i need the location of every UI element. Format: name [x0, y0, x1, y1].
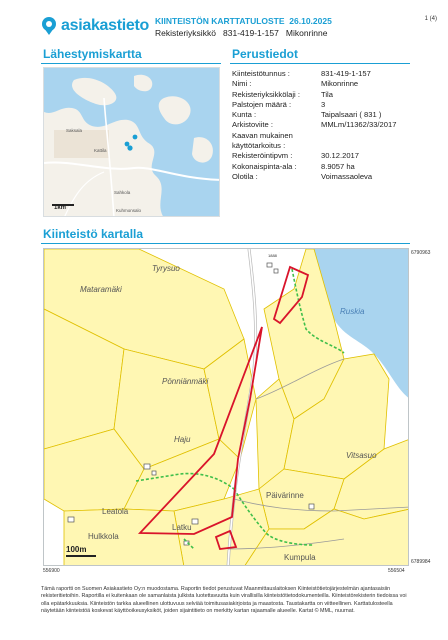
detail-value: Voimassaoleva [321, 171, 373, 181]
detail-label: Rekisteröintipvm : [232, 151, 293, 161]
map-place-label: Hulkkola [88, 532, 119, 541]
minimap-scale: 1km [54, 205, 67, 211]
section-title-basic: Perustiedot [232, 47, 299, 61]
map-small-label: 1888 [268, 253, 277, 258]
detail-label: Palstojen määrä : [232, 99, 292, 109]
map-place-label: Latku [172, 523, 192, 532]
detail-value: Tila [321, 89, 333, 99]
map-place-label: Päivärinne [266, 491, 304, 500]
brand-name: asiakastieto [61, 17, 150, 34]
unit-line [155, 28, 327, 38]
location-map [43, 67, 220, 217]
detail-label: Kokonaispinta-ala : [232, 161, 297, 171]
asiakastieto-logo [41, 17, 149, 35]
map-place-label: Kumpula [284, 553, 316, 562]
section-rule [41, 243, 410, 244]
detail-row [232, 69, 410, 79]
detail-row [232, 100, 410, 110]
unit-id: 831-419-1-157 [223, 28, 279, 38]
map-place-label: Pönniänmäki [162, 377, 209, 386]
minimap-place: Sahkola [114, 190, 131, 195]
detail-value: 30.12.2017 [321, 151, 360, 161]
report-title-text: KIINTEISTÖN KARTTATULOSTE [155, 16, 285, 26]
detail-value: MMLm/11362/33/2017 [321, 120, 397, 130]
detail-value: 3 [321, 99, 326, 109]
disclaimer: Tämä raportti on Suomen Asiakastieto Oy:n muodostama. Raportin tiedot perustuvat Maanmittauslaitoksen Kiinteistötietojärjestelmän ajantasaisiin rekisteritietoihin. Raportilla ei kuitenkaan ole samanlaista julkista luotettavuutta kuin virallisilla kiinteistötietodokumenteilla. Kiinteistörekisterin tiedoissa voi olla epätarkkuuksia. Kiinteistön tarkka alueellinen ulottuvuus selviää toimitusasiakirjoista ja maastosta. Taustakartta on viitteellinen. Karttatulosteella näytetään kiinteistöä koskevat käyttöoikeusyksiköt, joiden sijaintitieto on merkitty kartan rajaamalle alueelle. Kartat © MML, nuurnat. [41, 586, 407, 614]
property-map [43, 248, 409, 566]
detail-label: Kaavan mukainen käyttötarkoitus : [232, 130, 293, 151]
location-map-graphic [44, 68, 220, 217]
detail-label: Kiinteistötunnus : [232, 69, 290, 78]
detail-row [232, 90, 410, 100]
detail-row [232, 110, 410, 120]
section-title-map: Kiinteistö kartalla [43, 227, 144, 241]
detail-label: Olotila : [232, 171, 258, 181]
detail-row [232, 131, 410, 152]
minimap-place: Kuhmonsalo [116, 208, 142, 213]
detail-label: Nimi : [232, 79, 252, 89]
unit-label: Rekisteriyksikkö [155, 28, 216, 38]
section-rule [41, 63, 221, 64]
map-place-label: Mataramäki [80, 285, 122, 294]
section-title-location: Lähestymiskartta [43, 47, 142, 61]
map-place-label: Vitsasuo [346, 451, 377, 460]
detail-row [232, 151, 410, 161]
minimap-place: Kattila [94, 148, 107, 153]
detail-value [342, 131, 410, 152]
report-date: 26.10.2025 [289, 16, 332, 26]
minimap-place: Saksala [66, 128, 83, 133]
property-details [232, 69, 410, 182]
coord-bottom-mid: 556504 [388, 568, 405, 574]
unit-name: Mikonrinne [285, 28, 328, 38]
detail-row [232, 79, 410, 89]
map-place-label: Ruskia [340, 307, 365, 316]
detail-value: 8.9057 ha [321, 161, 355, 171]
detail-row [232, 162, 410, 172]
coord-top-right: 6790963 [411, 250, 431, 256]
map-place-label: Tyrysuo [152, 264, 180, 273]
detail-row [232, 120, 410, 130]
detail-value: Mikonrinne [321, 79, 359, 89]
page-number: 1 (4) [424, 16, 437, 22]
coord-bottom-left: 556900 [43, 568, 60, 574]
coord-bottom-right: 6789984 [411, 559, 431, 565]
detail-label: Kunta : [232, 110, 257, 120]
map-place-label: Leatola [102, 507, 129, 516]
map-place-label: Haju [174, 435, 191, 444]
detail-row [232, 172, 410, 182]
property-map-graphic [44, 249, 409, 566]
section-rule [230, 63, 410, 64]
detail-label: Rekisteriyksikkölaji : [232, 89, 300, 99]
report-title [155, 16, 332, 26]
map-scale: 100m [66, 545, 87, 554]
detail-value: Taipalsaari ( 831 ) [321, 110, 382, 120]
detail-label: Arkistoviite : [232, 120, 273, 130]
location-pin-icon [41, 17, 57, 35]
detail-value: 831-419-1-157 [321, 69, 371, 78]
